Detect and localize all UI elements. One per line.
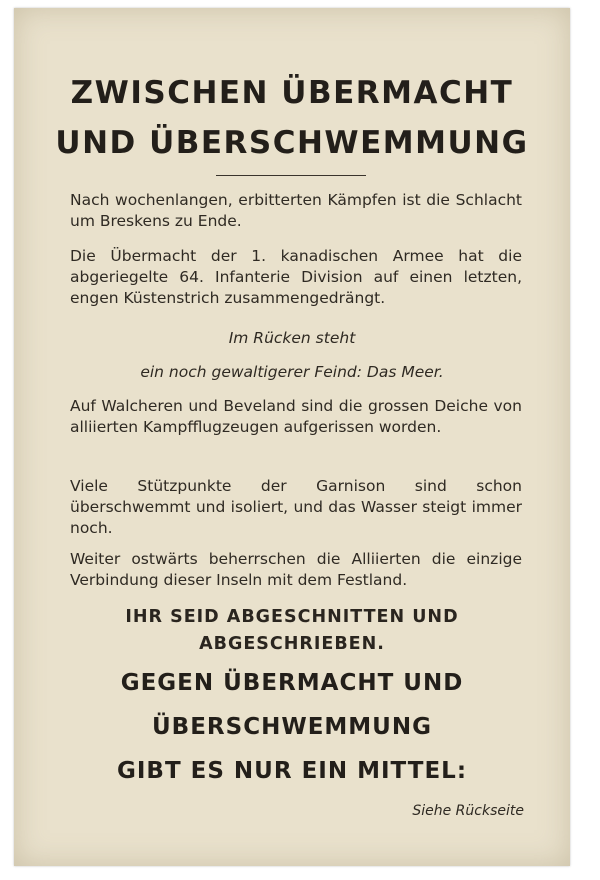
headline-line-2: UND ÜBERSCHWEMMUNG <box>55 125 529 161</box>
see-reverse-note: Siehe Rückseite <box>412 803 524 819</box>
italic-line-2: ein noch gewaltigerer Feind: Das Meer. <box>140 363 444 381</box>
paragraph-breskens: Nach wochenlangen, erbitterten Kämpfen ist die Schlacht um Breskens zu Ende. <box>70 191 522 230</box>
emphasis-line-1: IHR SEID ABGESCHNITTEN UND <box>125 607 459 627</box>
closing-line-2: ÜBERSCHWEMMUNG <box>152 714 432 740</box>
paragraph-canadian-army: Die Übermacht der 1. kanadischen Armee hat die abgeriegelte 64. Infanterie Division auf einen letzten, engen Küstenstrich zusammengedrängt. <box>70 247 522 307</box>
headline-divider <box>216 175 366 176</box>
paragraph-walcheren: Auf Walcheren und Beveland sind die grossen Deiche von alliierten Kampfflugzeugen aufgerissen worden. <box>70 397 522 436</box>
emphasis-line-2: ABGESCHRIEBEN. <box>199 634 385 654</box>
italic-line-1: Im Rücken steht <box>228 329 356 347</box>
closing-line-1: GEGEN ÜBERMACHT UND <box>120 670 464 696</box>
closing-line-3: GIBT ES NUR EIN MITTEL: <box>116 758 468 784</box>
leaflet-sheet <box>14 8 570 866</box>
headline-line-1: ZWISCHEN ÜBERMACHT <box>70 75 514 111</box>
paragraph-allies: Weiter ostwärts beherrschen die Alliierten die einzige Verbindung dieser Inseln mit dem Festland. <box>70 550 522 589</box>
paragraph-garrison: Viele Stützpunkte der Garnison sind schon überschwemmt und isoliert, und das Wasser steigt immer noch. <box>70 477 522 537</box>
